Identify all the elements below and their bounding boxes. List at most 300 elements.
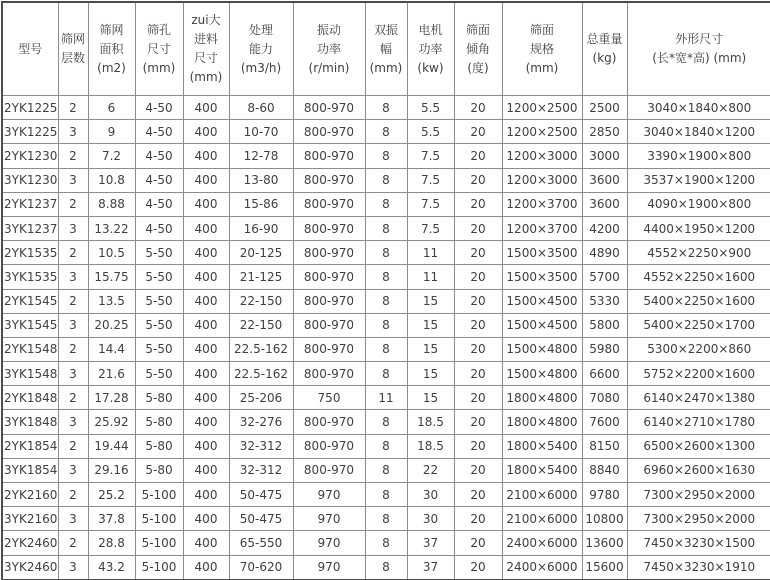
cell-screen-area: 17.28 [88, 386, 135, 410]
column-header-line: (度) [467, 60, 489, 75]
cell-screen-spec: 2400×6000 [502, 555, 582, 580]
table-row [2, 337, 770, 361]
cell-motor-power: 11 [407, 241, 454, 265]
table-header [2, 2, 770, 96]
cell-layers: 3 [58, 410, 88, 434]
column-header-line: (kw) [417, 60, 444, 75]
cell-capacity: 13-80 [229, 168, 293, 192]
cell-amplitude: 8 [365, 362, 407, 386]
table-row [2, 434, 770, 458]
cell-model: 3YK1548 [2, 362, 58, 386]
cell-model: 3YK1230 [2, 168, 58, 192]
cell-mesh-size: 4-50 [135, 144, 183, 168]
cell-screen-spec: 2100×6000 [502, 483, 582, 507]
cell-amplitude: 8 [365, 168, 407, 192]
column-header-line: 尺寸 [193, 51, 218, 65]
cell-capacity: 22-150 [229, 289, 293, 313]
cell-motor-power: 5.5 [407, 96, 454, 120]
cell-capacity: 16-90 [229, 216, 293, 240]
cell-total-weight: 2500 [582, 96, 627, 120]
cell-screen-area: 43.2 [88, 555, 135, 580]
cell-incline-angle: 20 [454, 483, 502, 507]
cell-total-weight: 5700 [582, 265, 627, 289]
cell-vibration-rate: 800-970 [293, 289, 365, 313]
cell-total-weight: 7600 [582, 410, 627, 434]
cell-screen-spec: 1800×5400 [502, 434, 582, 458]
column-header-line: 规格 [529, 41, 554, 56]
cell-model: 2YK2460 [2, 531, 58, 555]
column-header-mesh-size [135, 2, 183, 96]
cell-mesh-size: 5-100 [135, 555, 183, 580]
cell-capacity: 10-70 [229, 120, 293, 144]
cell-layers: 3 [58, 555, 88, 580]
cell-amplitude: 8 [365, 96, 407, 120]
column-header-line: 筛孔 [146, 22, 171, 37]
cell-mesh-size: 5-80 [135, 410, 183, 434]
column-header-line: 筛网 [60, 32, 85, 46]
cell-screen-spec: 1200×3000 [502, 144, 582, 168]
cell-capacity: 12-78 [229, 144, 293, 168]
cell-dimensions: 6140×2710×1780 [627, 410, 770, 434]
cell-dimensions: 3537×1900×1200 [627, 168, 770, 192]
cell-max-feed-size: 400 [183, 337, 229, 361]
column-header-dimensions [627, 2, 770, 96]
cell-motor-power: 15 [407, 362, 454, 386]
table-row [2, 265, 770, 289]
cell-screen-spec: 1500×4500 [502, 313, 582, 337]
cell-dimensions: 3390×1900×800 [627, 144, 770, 168]
column-header-line: 倾角 [465, 41, 490, 56]
cell-total-weight: 8150 [582, 434, 627, 458]
cell-motor-power: 7.5 [407, 144, 454, 168]
cell-capacity: 32-276 [229, 410, 293, 434]
cell-dimensions: 5400×2250×1600 [627, 289, 770, 313]
cell-amplitude: 8 [365, 337, 407, 361]
cell-screen-area: 25.92 [88, 410, 135, 434]
table-row [2, 120, 770, 144]
cell-incline-angle: 20 [454, 362, 502, 386]
cell-vibration-rate: 800-970 [293, 434, 365, 458]
cell-dimensions: 4552×2250×1600 [627, 265, 770, 289]
cell-amplitude: 8 [365, 216, 407, 240]
cell-incline-angle: 20 [454, 458, 502, 482]
cell-vibration-rate: 800-970 [293, 265, 365, 289]
cell-screen-spec: 1500×3500 [502, 265, 582, 289]
cell-vibration-rate: 800-970 [293, 337, 365, 361]
cell-layers: 3 [58, 168, 88, 192]
cell-model: 3YK1545 [2, 313, 58, 337]
column-header-line: 电机 [418, 22, 443, 37]
cell-layers: 2 [58, 434, 88, 458]
cell-capacity: 70-620 [229, 555, 293, 580]
cell-amplitude: 8 [365, 483, 407, 507]
cell-layers: 3 [58, 507, 88, 531]
cell-incline-angle: 20 [454, 168, 502, 192]
column-header-line: (mm) [142, 60, 176, 75]
cell-screen-area: 6 [88, 96, 135, 120]
cell-vibration-rate: 800-970 [293, 313, 365, 337]
cell-mesh-size: 5-100 [135, 507, 183, 531]
cell-screen-spec: 1500×4500 [502, 289, 582, 313]
cell-model: 3YK1237 [2, 216, 58, 240]
cell-vibration-rate: 800-970 [293, 362, 365, 386]
column-header-line: (长*宽*高) (mm) [652, 51, 747, 65]
column-header-line: (kg) [592, 51, 617, 65]
cell-motor-power: 37 [407, 531, 454, 555]
cell-capacity: 15-86 [229, 192, 293, 216]
column-header-line: 筛网 [99, 22, 124, 37]
cell-max-feed-size: 400 [183, 531, 229, 555]
column-header-screen-area [88, 2, 135, 96]
column-header-line: 功率 [418, 41, 443, 56]
cell-mesh-size: 4-50 [135, 168, 183, 192]
cell-screen-area: 10.5 [88, 241, 135, 265]
cell-mesh-size: 5-50 [135, 337, 183, 361]
cell-total-weight: 5330 [582, 289, 627, 313]
cell-dimensions: 7450×3230×1910 [627, 555, 770, 580]
cell-motor-power: 30 [407, 507, 454, 531]
cell-motor-power: 15 [407, 386, 454, 410]
cell-screen-area: 7.2 [88, 144, 135, 168]
cell-incline-angle: 20 [454, 120, 502, 144]
cell-motor-power: 30 [407, 483, 454, 507]
cell-mesh-size: 4-50 [135, 96, 183, 120]
cell-mesh-size: 5-50 [135, 265, 183, 289]
cell-screen-spec: 2400×6000 [502, 531, 582, 555]
cell-incline-angle: 20 [454, 434, 502, 458]
cell-total-weight: 8840 [582, 458, 627, 482]
cell-screen-area: 15.75 [88, 265, 135, 289]
table-row [2, 289, 770, 313]
cell-total-weight: 3600 [582, 168, 627, 192]
cell-amplitude: 8 [365, 507, 407, 531]
cell-dimensions: 3040×1840×800 [627, 96, 770, 120]
cell-total-weight: 5800 [582, 313, 627, 337]
cell-vibration-rate: 970 [293, 507, 365, 531]
cell-total-weight: 3000 [582, 144, 627, 168]
cell-max-feed-size: 400 [183, 362, 229, 386]
column-header-screen-spec [502, 2, 582, 96]
cell-amplitude: 8 [365, 289, 407, 313]
cell-mesh-size: 4-50 [135, 216, 183, 240]
cell-max-feed-size: 400 [183, 96, 229, 120]
cell-screen-spec: 2100×6000 [502, 507, 582, 531]
cell-model: 3YK2460 [2, 555, 58, 580]
cell-model: 3YK1854 [2, 458, 58, 482]
cell-model: 2YK1854 [2, 434, 58, 458]
column-header-line: 总重量 [586, 32, 623, 46]
table-row [2, 507, 770, 531]
cell-vibration-rate: 800-970 [293, 458, 365, 482]
table-row [2, 386, 770, 410]
cell-incline-angle: 20 [454, 216, 502, 240]
column-header-vibration-rate [293, 2, 365, 96]
cell-incline-angle: 20 [454, 507, 502, 531]
header-row [2, 2, 770, 96]
cell-dimensions: 3040×1840×1200 [627, 120, 770, 144]
cell-screen-area: 20.25 [88, 313, 135, 337]
column-header-line: 尺寸 [146, 41, 171, 56]
cell-amplitude: 8 [365, 265, 407, 289]
cell-dimensions: 5300×2200×860 [627, 337, 770, 361]
cell-model: 2YK2160 [2, 483, 58, 507]
cell-max-feed-size: 400 [183, 168, 229, 192]
cell-dimensions: 7300×2950×2000 [627, 507, 770, 531]
cell-model: 2YK1225 [2, 96, 58, 120]
cell-screen-spec: 1200×3000 [502, 168, 582, 192]
column-header-line: 振动 [316, 22, 341, 37]
cell-incline-angle: 20 [454, 337, 502, 361]
cell-layers: 3 [58, 265, 88, 289]
cell-motor-power: 15 [407, 289, 454, 313]
cell-incline-angle: 20 [454, 265, 502, 289]
cell-mesh-size: 5-50 [135, 362, 183, 386]
cell-dimensions: 5752×2200×1600 [627, 362, 770, 386]
cell-incline-angle: 20 [454, 410, 502, 434]
cell-max-feed-size: 400 [183, 241, 229, 265]
column-header-amplitude [365, 2, 407, 96]
cell-capacity: 25-206 [229, 386, 293, 410]
cell-amplitude: 8 [365, 458, 407, 482]
table-body [2, 96, 770, 580]
cell-total-weight: 2850 [582, 120, 627, 144]
cell-total-weight: 7080 [582, 386, 627, 410]
cell-layers: 2 [58, 144, 88, 168]
cell-max-feed-size: 400 [183, 507, 229, 531]
column-header-line: 层数 [60, 51, 85, 65]
cell-vibration-rate: 800-970 [293, 192, 365, 216]
cell-incline-angle: 20 [454, 96, 502, 120]
column-header-incline-angle [454, 2, 502, 96]
cell-vibration-rate: 800-970 [293, 241, 365, 265]
cell-vibration-rate: 800-970 [293, 168, 365, 192]
cell-screen-spec: 1200×2500 [502, 120, 582, 144]
cell-dimensions: 6960×2600×1630 [627, 458, 770, 482]
cell-max-feed-size: 400 [183, 120, 229, 144]
cell-screen-spec: 1200×3700 [502, 216, 582, 240]
cell-screen-area: 25.2 [88, 483, 135, 507]
cell-vibration-rate: 800-970 [293, 120, 365, 144]
cell-vibration-rate: 970 [293, 531, 365, 555]
cell-dimensions: 6140×2470×1380 [627, 386, 770, 410]
cell-mesh-size: 5-50 [135, 241, 183, 265]
column-header-capacity [229, 2, 293, 96]
cell-capacity: 32-312 [229, 458, 293, 482]
cell-layers: 2 [58, 241, 88, 265]
cell-motor-power: 22 [407, 458, 454, 482]
column-header-layers [58, 2, 88, 96]
cell-vibration-rate: 970 [293, 555, 365, 580]
column-header-line: (r/min) [308, 60, 350, 75]
cell-max-feed-size: 400 [183, 555, 229, 580]
cell-model: 2YK1848 [2, 386, 58, 410]
cell-dimensions: 5400×2250×1700 [627, 313, 770, 337]
cell-layers: 3 [58, 362, 88, 386]
cell-max-feed-size: 400 [183, 386, 229, 410]
cell-layers: 2 [58, 531, 88, 555]
table-row [2, 555, 770, 580]
cell-model: 2YK1237 [2, 192, 58, 216]
table-row [2, 362, 770, 386]
cell-model: 2YK1535 [2, 241, 58, 265]
cell-motor-power: 11 [407, 265, 454, 289]
cell-mesh-size: 5-50 [135, 289, 183, 313]
cell-screen-spec: 1800×4800 [502, 410, 582, 434]
cell-motor-power: 7.5 [407, 192, 454, 216]
cell-motor-power: 15 [407, 313, 454, 337]
cell-capacity: 8-60 [229, 96, 293, 120]
cell-vibration-rate: 750 [293, 386, 365, 410]
cell-total-weight: 10800 [582, 507, 627, 531]
cell-dimensions: 4400×1950×1200 [627, 216, 770, 240]
cell-mesh-size: 5-80 [135, 386, 183, 410]
cell-incline-angle: 20 [454, 192, 502, 216]
cell-max-feed-size: 400 [183, 289, 229, 313]
column-header-line: 筛面 [529, 22, 554, 37]
cell-incline-angle: 20 [454, 144, 502, 168]
column-header-line: 外形尺寸 [675, 32, 724, 46]
cell-screen-area: 13.22 [88, 216, 135, 240]
table-row [2, 216, 770, 240]
cell-mesh-size: 5-100 [135, 483, 183, 507]
cell-screen-spec: 1800×4800 [502, 386, 582, 410]
cell-screen-area: 37.8 [88, 507, 135, 531]
cell-mesh-size: 4-50 [135, 192, 183, 216]
cell-layers: 3 [58, 313, 88, 337]
cell-max-feed-size: 400 [183, 216, 229, 240]
cell-mesh-size: 4-50 [135, 120, 183, 144]
table-row [2, 458, 770, 482]
table-row [2, 241, 770, 265]
cell-screen-spec: 1500×4800 [502, 362, 582, 386]
cell-mesh-size: 5-100 [135, 531, 183, 555]
cell-max-feed-size: 400 [183, 192, 229, 216]
cell-motor-power: 18.5 [407, 410, 454, 434]
cell-motor-power: 7.5 [407, 216, 454, 240]
cell-dimensions: 4090×1900×800 [627, 192, 770, 216]
column-header-line: 进料 [193, 32, 218, 46]
cell-amplitude: 8 [365, 144, 407, 168]
cell-capacity: 20-125 [229, 241, 293, 265]
column-header-line: 双振 [373, 22, 398, 37]
column-header-line: (m3/h) [240, 60, 282, 75]
cell-total-weight: 3600 [582, 192, 627, 216]
cell-amplitude: 8 [365, 531, 407, 555]
cell-screen-area: 19.44 [88, 434, 135, 458]
cell-dimensions: 4552×2250×900 [627, 241, 770, 265]
table-row [2, 168, 770, 192]
table-row [2, 144, 770, 168]
column-header-line: (mm) [369, 60, 403, 75]
cell-layers: 2 [58, 96, 88, 120]
cell-total-weight: 6600 [582, 362, 627, 386]
cell-screen-area: 21.6 [88, 362, 135, 386]
cell-capacity: 22-150 [229, 313, 293, 337]
cell-capacity: 22.5-162 [229, 337, 293, 361]
cell-max-feed-size: 400 [183, 458, 229, 482]
cell-mesh-size: 5-80 [135, 458, 183, 482]
table-row [2, 313, 770, 337]
cell-screen-area: 10.8 [88, 168, 135, 192]
cell-layers: 2 [58, 386, 88, 410]
cell-max-feed-size: 400 [183, 144, 229, 168]
table-row [2, 531, 770, 555]
column-header-line: 功率 [316, 41, 341, 56]
column-header-total-weight [582, 2, 627, 96]
cell-amplitude: 8 [365, 313, 407, 337]
cell-motor-power: 5.5 [407, 120, 454, 144]
cell-incline-angle: 20 [454, 531, 502, 555]
column-header-model [2, 2, 58, 96]
cell-motor-power: 37 [407, 555, 454, 580]
cell-capacity: 50-475 [229, 483, 293, 507]
cell-max-feed-size: 400 [183, 483, 229, 507]
cell-motor-power: 18.5 [407, 434, 454, 458]
cell-capacity: 32-312 [229, 434, 293, 458]
cell-capacity: 22.5-162 [229, 362, 293, 386]
cell-screen-spec: 1200×3700 [502, 192, 582, 216]
cell-model: 3YK1848 [2, 410, 58, 434]
cell-amplitude: 8 [365, 241, 407, 265]
column-header-line: zui大 [191, 13, 221, 27]
cell-capacity: 65-550 [229, 531, 293, 555]
cell-amplitude: 8 [365, 410, 407, 434]
cell-screen-area: 9 [88, 120, 135, 144]
cell-layers: 2 [58, 483, 88, 507]
cell-max-feed-size: 400 [183, 410, 229, 434]
column-header-line: 面积 [99, 41, 124, 56]
cell-amplitude: 8 [365, 192, 407, 216]
cell-layers: 3 [58, 120, 88, 144]
cell-model: 3YK1535 [2, 265, 58, 289]
column-header-line: 能力 [248, 41, 273, 56]
cell-screen-spec: 1800×5400 [502, 458, 582, 482]
cell-layers: 2 [58, 192, 88, 216]
cell-screen-area: 29.16 [88, 458, 135, 482]
cell-total-weight: 13600 [582, 531, 627, 555]
cell-capacity: 21-125 [229, 265, 293, 289]
cell-amplitude: 8 [365, 120, 407, 144]
cell-mesh-size: 5-50 [135, 313, 183, 337]
cell-dimensions: 7300×2950×2000 [627, 483, 770, 507]
column-header-line: (mm) [525, 60, 559, 75]
cell-incline-angle: 20 [454, 313, 502, 337]
column-header-line: 处理 [248, 22, 273, 37]
cell-layers: 2 [58, 337, 88, 361]
cell-screen-spec: 1200×2500 [502, 96, 582, 120]
cell-vibration-rate: 800-970 [293, 216, 365, 240]
table-row [2, 410, 770, 434]
cell-incline-angle: 20 [454, 289, 502, 313]
cell-amplitude: 8 [365, 555, 407, 580]
cell-screen-spec: 1500×3500 [502, 241, 582, 265]
cell-max-feed-size: 400 [183, 313, 229, 337]
cell-screen-area: 13.5 [88, 289, 135, 313]
cell-dimensions: 6500×2600×1300 [627, 434, 770, 458]
cell-screen-area: 8.88 [88, 192, 135, 216]
column-header-line: 幅 [379, 41, 392, 56]
cell-vibration-rate: 800-970 [293, 410, 365, 434]
column-header-line: 型号 [18, 41, 43, 56]
column-header-line: 筛面 [465, 22, 490, 37]
cell-motor-power: 7.5 [407, 168, 454, 192]
cell-total-weight: 15600 [582, 555, 627, 580]
cell-total-weight: 9780 [582, 483, 627, 507]
column-header-line: (mm) [189, 70, 223, 84]
cell-amplitude: 8 [365, 434, 407, 458]
cell-max-feed-size: 400 [183, 265, 229, 289]
spec-table [1, 1, 770, 580]
